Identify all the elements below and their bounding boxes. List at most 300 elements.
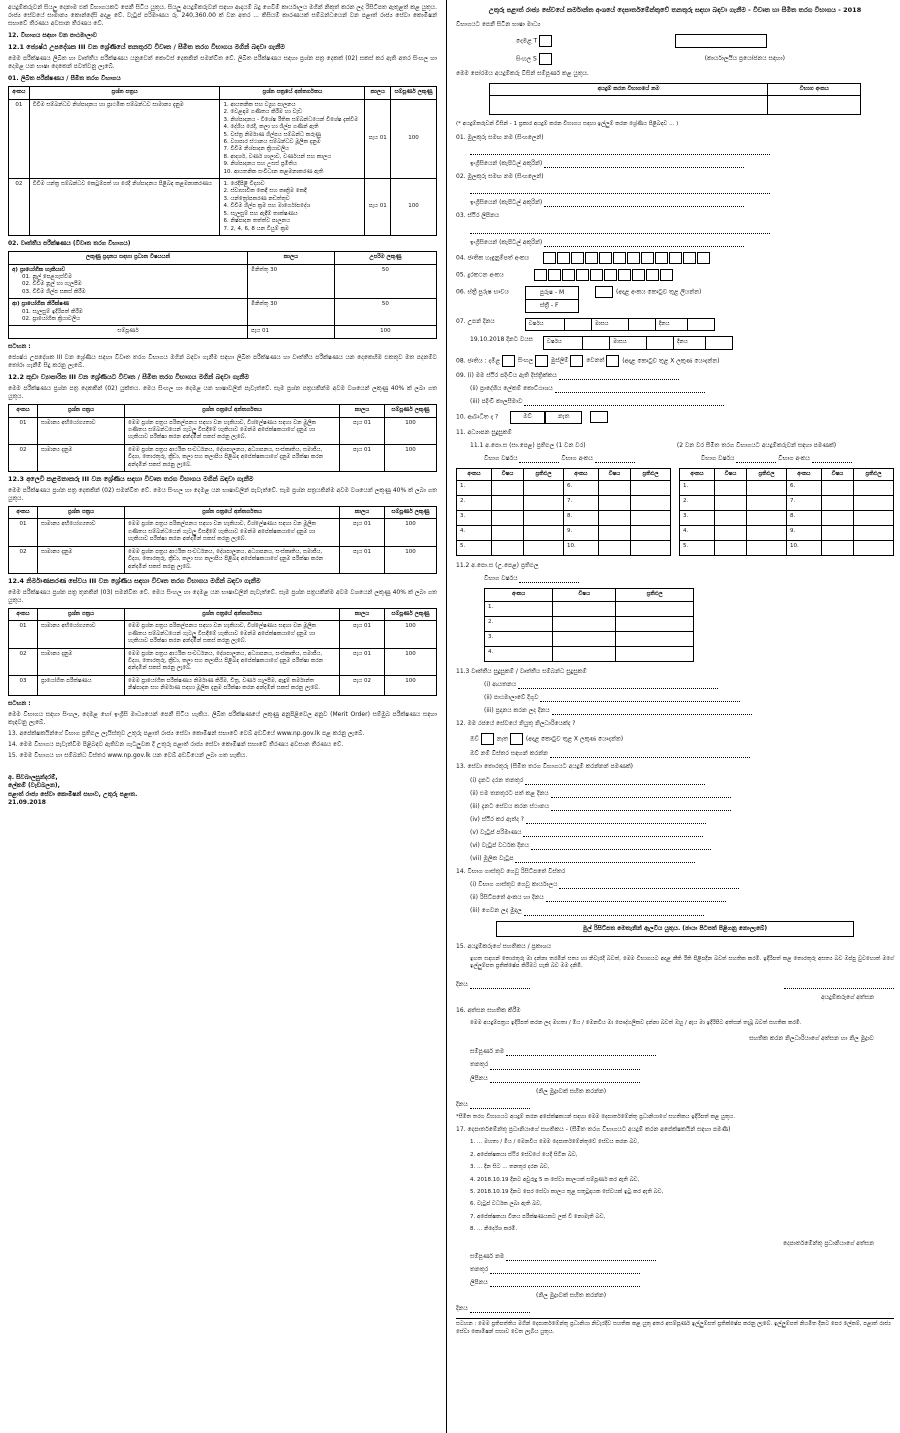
ethnicity-box[interactable]	[570, 355, 583, 367]
table-header: ප්‍රශ්න පත්‍රය	[38, 507, 125, 519]
al-grade[interactable]	[616, 601, 694, 616]
ethnicity-box[interactable]	[606, 355, 619, 367]
result-row	[680, 526, 894, 541]
result-grade[interactable]	[524, 511, 564, 526]
result-subject[interactable]	[821, 526, 853, 541]
result-grade[interactable]	[524, 481, 564, 496]
result-row	[680, 496, 894, 511]
ol-results-tables	[456, 468, 894, 556]
result-row	[680, 481, 894, 496]
item-line[interactable]	[525, 784, 705, 785]
result-number: 8.	[563, 511, 598, 526]
result-header: අංකය	[786, 468, 821, 480]
result-header: විෂය	[714, 468, 746, 480]
al-results-label: 11.2 අ.පො.ස (උ.පෙළ) ප්‍රතිඵල	[456, 562, 539, 570]
result-grade[interactable]	[524, 496, 564, 511]
nic-digit-box[interactable]	[641, 252, 654, 264]
field-12-govt: 12. මම රජයේ සේවයේ නියුතු නිලධාරියෙක්ද ?	[456, 720, 576, 728]
exam-table-12-2	[8, 404, 437, 472]
result-grade[interactable]	[631, 481, 671, 496]
field-12-options: ඔව් නැත (අදාළ කොටුව තුළ X ලකුණ යොදන්න)	[456, 733, 894, 745]
phone-digit-box[interactable]	[562, 269, 575, 281]
table-header: සම්පූර්ණ ලකුණු	[391, 87, 437, 99]
tamil-box[interactable]	[539, 35, 552, 47]
table-row	[9, 444, 437, 471]
practical-marks: 50	[334, 264, 436, 299]
nic-digit-box[interactable]	[613, 252, 626, 264]
al-header: ප්‍රතිඵල	[616, 589, 694, 601]
note-top: (* අයදුම්කරුවන් විසින් - 1 ප්‍රකාර අයදුම් කරන විභාගය සඳහා ඉල්ලුම් කරන ශ්‍රේණිය පිළිබඳව ... )	[456, 121, 679, 128]
result-subject[interactable]	[491, 526, 523, 541]
practical-subitem: 01. නූල් පෙළගැස්වීම	[22, 273, 72, 280]
result-subject[interactable]	[714, 541, 746, 556]
applicant-signature-line[interactable]	[784, 981, 894, 989]
content-item: 2. ස්වාභාවික කෙඳි සහ කෘත්‍රිම කෙඳි	[223, 188, 307, 195]
result-grade[interactable]	[747, 496, 787, 511]
result-header: අංකය	[563, 468, 598, 480]
item-line[interactable]	[559, 888, 739, 889]
table-header: කාලය	[340, 507, 385, 519]
paper-name: සාමාන්‍ය අභියෝග්‍යතාව	[38, 519, 125, 546]
paper-time: පැය 01	[340, 444, 385, 471]
result-subject[interactable]	[598, 481, 630, 496]
written-exam-table	[8, 86, 437, 236]
service-item	[470, 829, 894, 837]
signatory-org: පළාත් රාජ්‍ය සේවා කොමිෂන් සභාව, උතුරු පළාත.	[8, 790, 138, 798]
phone-digit-box[interactable]	[632, 269, 645, 281]
result-grade[interactable]	[747, 541, 787, 556]
receipt-paste-box: මුල් රිසිට්පත මෙතැනින් ඇලවිය යුතුය. (ඡායා පිටපත් පිළිගනු නොලැබේ)	[496, 921, 854, 937]
paper-time: පැය 01	[365, 179, 391, 236]
al-header: අංකය	[485, 589, 553, 601]
table-header: අංකය	[9, 507, 38, 519]
result-row	[457, 526, 671, 541]
field-02-english: ඉංග්‍රීසියෙන් (කැපිටල් අකුරින්)	[456, 199, 894, 207]
practical-label: ආ) ප්‍රායෝගික නිරීක්ෂණ	[12, 301, 70, 308]
content-item: 7. විවිම නිශ්පාදන ක්‍රියාවලිය	[223, 146, 289, 153]
dob-table: වර්ෂය මාසය දිනය	[525, 318, 715, 331]
phone-digit-box[interactable]	[534, 269, 547, 281]
nic-digit-box[interactable]	[571, 252, 584, 264]
item-line[interactable]	[546, 901, 726, 902]
item-line[interactable]	[515, 862, 695, 863]
paper-name: සාමාන්‍ය අභියෝග්‍යතාව	[38, 417, 125, 444]
section-12-3-title: 12.3 අලෙවි කළමනාකරු III වන ශ්‍රේණිය සඳහා විවෘත තරග විභාගය මගින් බඳවා ගැනීම	[8, 475, 254, 484]
field-04-nic: 04. ජාතික හැඳුනුම්පත් අංකය	[456, 252, 894, 264]
nic-digit-box[interactable]	[697, 252, 710, 264]
field-01-line[interactable]	[456, 147, 894, 155]
al-number: 3.	[485, 631, 553, 646]
paper-marks: 100	[385, 546, 437, 573]
post-header: අයදුම් කරන විභාගයේ නම	[489, 83, 767, 95]
result-row	[457, 481, 671, 496]
nic-digit-box[interactable]	[585, 252, 598, 264]
al-grade[interactable]	[616, 631, 694, 646]
ethnicity-option: මුස්ලිම්	[548, 357, 571, 365]
result-number: 6.	[786, 481, 821, 496]
field-17-head-cert: 17. දෙපාර්තමේන්තු ප්‍රධානියාගේ සහතිකය - (සීමිත තරග විභාගයට අයදුම් කරන අපේක්ෂකයින් සඳහා පමණි)	[456, 1126, 731, 1134]
result-grade[interactable]	[854, 496, 894, 511]
result-grade[interactable]	[747, 526, 787, 541]
field-12-details: ඔව් නම් විස්තර සඳහන් කරන්න	[456, 750, 894, 758]
paper-time: පැය 01	[340, 546, 385, 573]
content-item: 3. නිශ්පාදනය - විශේෂ රීතික සම්බන්ධයෙන් විශේෂ දැක්වීම	[223, 116, 359, 123]
form-instruction: මෙම පෝරමය අයදුම්කරු විසින් සම්පූර්ණ කළ යුතුය.	[456, 69, 589, 77]
result-subject[interactable]	[491, 511, 523, 526]
paper-content: මෙම ප්‍රශ්න පත්‍රය ආර්ථික සංවර්ධනය, දේශපාලනය, අධ්‍යාපනය, සංස්කෘතිය, සමාජීය, විද්‍යා, තොරතුරු, ක්‍රීඩා, කලා සහ කලාපිය පිළිබඳ අපේක්ෂකයාගේ දැනුම පරීක්ෂා කරන අන්දමින් සකස් කරනු ලැබේ.	[125, 444, 340, 471]
head-cert-item: 5. 2018.10.19 දිනට පෙර සේවා කාලය තුළ සතුටුදායක සේවයක් ඉටු කර ඇති බව,	[470, 1189, 664, 1196]
result-subject[interactable]	[598, 541, 630, 556]
head-cert-item: 3. ... දින සිට ... තනතුර දරන බව,	[470, 1164, 550, 1171]
head-cert-item: 1. ... මහතා / මිය / මෙනවිය මෙම දෙපාර්තමේන්තුවේ සේවය කරන බව,	[470, 1139, 639, 1146]
practical-item	[9, 299, 248, 326]
result-row	[457, 511, 671, 526]
nic-digit-box[interactable]	[669, 252, 682, 264]
result-row	[457, 541, 671, 556]
table-header: ප්‍රශ්න පත්‍රයේ අන්තර්ගතය	[125, 608, 340, 620]
result-subject[interactable]	[714, 526, 746, 541]
al-grade[interactable]	[616, 616, 694, 631]
result-number: 9.	[563, 526, 598, 541]
section-12-4-text: මෙම පරීක්ෂණය ප්‍රශ්න පත්‍ර තුනකින් (03) සමන්විත වේ. මෙය සිංහල හා දෙමළ යන භාෂාවලින් පැවැත්වේ. සෑම ප්‍රශ්න පත්‍රයකින්ම අවම වශයෙන් ලකුණු 40% ක් ලබා ගත යුතුය.	[8, 588, 437, 604]
paper-time: පැය 01	[365, 99, 391, 178]
row-number: 02	[9, 648, 38, 675]
nic-digit-box[interactable]	[655, 252, 668, 264]
result-header: විෂය	[491, 468, 523, 480]
item-line[interactable]	[524, 915, 704, 916]
item-line[interactable]	[523, 836, 703, 837]
table-header: ලකුණු ප්‍රදානය සඳහා ප්‍රධාන විෂයයන්	[9, 252, 248, 264]
field-03-english: ඉංග්‍රීසියෙන් (කැපිටල් අකුරින්)	[456, 239, 894, 247]
result-header: ප්‍රතිඵල	[524, 468, 564, 480]
paper-name: සාමාන්‍ය දැනුම	[38, 648, 125, 675]
table-row	[9, 299, 437, 326]
al-year: විභාග වර්ෂය	[456, 575, 894, 583]
table-header: අංකය	[9, 405, 38, 417]
field-01: 01. මුලකුරු සමඟ නම (සිංහලෙන්)	[456, 133, 544, 141]
medium-tamil	[456, 34, 894, 48]
paper-content: මෙම ප්‍රශ්න පත්‍රය ආර්ථික සංවර්ධනය, දේශපාලනය, අධ්‍යාපනය, සංස්කෘතිය, සමාජීය, විද්‍යා, තොරතුරු, ක්‍රීඩා, කලා සහ කලාපිය පිළිබඳ අපේක්ෂකයාගේ දැනුම පරීක්ෂා කරන අන්දමින් සකස් කරනු ලැබේ.	[125, 546, 340, 573]
signatory-title: ලේකම් (වැඩබලන),	[8, 782, 60, 790]
item-15: 15. මෙම විභාගය හා සම්බන්ධ විස්තර www.np.gov.lk යන වෙබ් අඩවියෙන් ලබා ගත හැකිය.	[8, 752, 248, 760]
paper-marks: 100	[385, 444, 437, 471]
result-subject[interactable]	[821, 511, 853, 526]
head-cert-item: 7. අපේක්ෂකයා විනය පරීක්ෂණයකට ලක් වී නොමැති බව,	[470, 1213, 606, 1220]
row-number: 01	[9, 99, 30, 178]
phone-digit-box[interactable]	[604, 269, 617, 281]
fee-item	[470, 907, 894, 915]
section-12-3-text: මෙම පරීක්ෂණය ප්‍රශ්න පත්‍ර දෙකකින් (02) සමන්විත වේ. මෙය සිංහල හා දෙමළ යන භාෂාවලින් පැවැත්වේ. සෑම ප්‍රශ්න පත්‍රයකින්ම අවම වශයෙන් ලකුණු 40% ක් ලබා ගත යුතුය.	[8, 486, 437, 502]
practical-exam-title: 02. වෘත්තීය පරීක්ෂණය (විවෘත තරග විභාගය)	[8, 240, 131, 248]
signatory-name: අ. සිවබාලසුන්දරම්,	[8, 774, 58, 782]
field-09-i: 09. (i) මම ස්ථිර පදිංචිය ඇති දිස්ත්‍රික්කය	[456, 372, 894, 380]
result-subject[interactable]	[598, 496, 630, 511]
result-number: 1.	[680, 481, 715, 496]
note-1: ජ්‍යෙෂ්ඨ උපදේශක III වන ශ්‍රේණිය සඳහා විවෘත තරග විභාගය මගින් බඳවා ගැනීම සඳහා ලිඛිත පරීක්ෂණය හා වෘත්තීය පරීක්ෂණය යන දෙකෙහිම එකතුව මත පදනම්ව තෝරා ගැනීම් සිදු කරනු ලැබේ.	[8, 354, 437, 370]
practical-time: මිනිත්තු 30	[247, 264, 334, 299]
result-grade[interactable]	[854, 511, 894, 526]
result-grade[interactable]	[631, 541, 671, 556]
qualification-item	[484, 694, 894, 702]
section-12-title: 12. විභාගය සඳහා වන පාඨමාලාව	[8, 32, 98, 40]
paper-content: මෙම ප්‍රායෝගික පරීක්ෂණය නිර්මාණ කිරීම, චිත්‍ර, වර්ණ ගැලපීම, ඇඳුම් කර්මාන්ත නිෂ්පාදන සහ නිර්මාණ සඳහා මූලික දැනුම පරීක්ෂා කරන අන්දමින් සකස් කරනු ලැබේ.	[125, 675, 340, 695]
phone-digit-box[interactable]	[646, 269, 659, 281]
result-grade[interactable]	[631, 511, 671, 526]
result-grade[interactable]	[631, 496, 671, 511]
item-line[interactable]	[552, 714, 752, 715]
nic-digit-box[interactable]	[543, 252, 556, 264]
item-line[interactable]	[531, 849, 711, 850]
total-row	[9, 326, 437, 338]
bottom-note: සටහන : මෙම ප්‍රතිපත්තිය මගින් දෙපාර්තමේන්තු ප්‍රධානියා නිවැරදිව සහතික කළ යුතු අතර අසම්පූර්ණ ඉල්ලුම්පත් ප්‍රතික්ෂේප කරනු ලැබේ. ඉල්ලුම්පත් නියමිත දිනට පෙර ලේකම්, පළාත් රාජ්‍ය සේවා කොමිෂන් සභාව වෙත ලැබිය යුතුය.	[456, 1318, 894, 1336]
item-line[interactable]	[526, 823, 706, 824]
practical-subitem: 03. විවිම ශිල්ප සකස් කිරීම	[22, 288, 86, 295]
ol-results-labels: 11.1 අ.පො.ස (සා.පෙළ) ප්‍රතිඵල (1 වන වර) (2 වන වර සීමිත තරග විභාගයට අයදුම්කරුවන් සඳහා පමණක්)	[470, 441, 837, 449]
al-subject[interactable]	[553, 601, 616, 616]
result-header: ප්‍රතිඵල	[854, 468, 894, 480]
content-item: 1. ආයතනික සහ ව්‍යුහ පාලනය	[223, 101, 296, 108]
item-label: (iii) ගෙවන ලද මුදල	[470, 907, 524, 915]
sinhala-box[interactable]	[539, 53, 552, 65]
al-subject[interactable]	[553, 616, 616, 631]
al-header: විෂය	[553, 589, 616, 601]
field-03-line[interactable]	[456, 225, 894, 233]
result-subject[interactable]	[714, 481, 746, 496]
note-label-2: සටහන :	[8, 699, 31, 707]
practical-marks: 50	[334, 299, 436, 326]
paper-time: පැය 02	[340, 675, 385, 695]
result-header: විෂය	[598, 468, 630, 480]
al-row	[485, 631, 694, 646]
content-item: 10. ආයතනික සංවිධාන කළමනාකරණ ඇති	[223, 168, 324, 175]
post-name-cell[interactable]	[489, 96, 767, 115]
table-header: ප්‍රශ්න පත්‍රයේ අන්තර්ගතය	[125, 507, 340, 519]
table-header: ප්‍රශ්න පත්‍රය	[29, 87, 220, 99]
item-14: 14. මෙම විභාගය පැවැත්වීම පිළිබඳව ඇතිවන ගැටලුවක දී උතුරු පළාත් රාජ්‍ය සේවා කොමිෂන් සභාවේ තීරණය අවසාන තීරණය වේ.	[8, 741, 344, 749]
signature-block	[8, 774, 437, 806]
column-divider	[446, 0, 447, 1433]
result-subject[interactable]	[821, 481, 853, 496]
field-09-iii: (iii) පදිංචි කාලසීමාව	[456, 398, 894, 406]
result-number: 10.	[786, 541, 821, 556]
paper-name: සාමාන්‍ය අභියෝග්‍යතාව	[38, 621, 125, 648]
item-13: 13. අපේක්ෂකයින්ගේ විභාග ප්‍රතිඵල ලැයිස්තුව උතුරු පළාත් රාජ්‍ය සේවා කොමිෂන් සභාවේ වෙබ් අඩවියේ www.np.gov.lk පළ කරනු ලැබේ.	[8, 730, 365, 738]
index-no-cell[interactable]	[768, 96, 861, 115]
result-subject[interactable]	[598, 526, 630, 541]
result-grade[interactable]	[631, 526, 671, 541]
nic-digit-box[interactable]	[683, 252, 696, 264]
item-line[interactable]	[518, 688, 718, 689]
table-header: උපරිම ලකුණු	[334, 252, 436, 264]
row-number: 03	[9, 675, 38, 695]
age-table: වර්ෂය මාසය දිනය	[543, 336, 733, 349]
result-number: 7.	[786, 496, 821, 511]
table-row	[9, 519, 437, 546]
paper-marks: 100	[391, 99, 437, 178]
result-row	[680, 511, 894, 526]
phone-digit-box[interactable]	[576, 269, 589, 281]
result-grade[interactable]	[854, 541, 894, 556]
content-item: 3. යන්ත්‍රෝපකරණ නඩත්තුව	[223, 195, 290, 202]
item-label: (ii) පාඨමාලාවේ දිගුව	[484, 694, 541, 702]
table-header: අංකය	[9, 608, 38, 620]
paper-name: සාමාන්‍ය දැනුම	[38, 546, 125, 573]
section-12-2-text: මෙම පරීක්ෂණය ප්‍රශ්න පත්‍ර දෙකකින් (02) යුක්තය. මෙය සිංහල හා දෙමළ යන භාෂාවලින් පැවැත්වේ. සෑම ප්‍රශ්න පත්‍රයකින්ම අවම වශයෙන් ලකුණු 40% ක් ලබා ගත යුතුය.	[8, 384, 437, 401]
field-01-english: ඉංග්‍රීසියෙන් (කැපිටල් අකුරින්)	[456, 160, 894, 168]
paper-marks: 100	[385, 519, 437, 546]
al-subject[interactable]	[553, 631, 616, 646]
gender-box[interactable]	[595, 286, 613, 298]
result-grade[interactable]	[854, 481, 894, 496]
result-header: ප්‍රතිඵල	[747, 468, 787, 480]
table-header: අංකය	[9, 87, 30, 99]
ethnicity-box[interactable]	[535, 355, 548, 367]
practical-subitem: 02. ප්‍රායෝගික ක්‍රියාවලිය	[22, 316, 81, 323]
al-grade[interactable]	[616, 646, 694, 661]
field-02: 02. මුලකුරු සමඟ නම (සිංහලෙන්)	[456, 173, 544, 181]
table-header: ප්‍රශ්න පත්‍රය	[38, 405, 125, 417]
content-item: 4. දේශීය රෙදි, කලා හා ශිල්ප ගණින් ඇති	[223, 124, 319, 131]
phone-digit-box[interactable]	[590, 269, 603, 281]
row-number: 01	[9, 417, 38, 444]
exam-name-table	[489, 83, 861, 115]
fee-item	[470, 881, 894, 889]
head-cert-item: 4. 2018.10.19 දිනට අවුරුදු 5 ක සේවා කාලයක් සම්පූර්ණ කර ඇති බව,	[470, 1176, 640, 1183]
phone-digit-box[interactable]	[660, 269, 673, 281]
gender-note: (අදාළ අංකය කොටුව තුළ ලියන්න)	[615, 288, 702, 296]
al-number: 1.	[485, 601, 553, 616]
al-subject[interactable]	[553, 646, 616, 661]
paper-content: මෙම ප්‍රශ්න පත්‍රය ආර්ථික සංවර්ධනය, දේශපාලනය, අධ්‍යාපනය, සංස්කෘතිය, සමාජීය, විද්‍යා, තොරතුරු, ක්‍රීඩා, කලා සහ කලාපිය පිළිබඳ අපේක්ෂකයාගේ දැනුම පරීක්ෂා කරන අන්දමින් සකස් කරනු ලැබේ.	[125, 648, 340, 675]
result-grade[interactable]	[524, 541, 564, 556]
result-number: 5.	[680, 541, 715, 556]
result-subject[interactable]	[821, 541, 853, 556]
table-row	[9, 621, 437, 648]
exam-table-12-3	[8, 506, 437, 574]
item-line[interactable]	[551, 810, 731, 811]
medium-label: විභාගයට පෙනී සිටින භාෂා මාධ්‍ය	[456, 20, 541, 28]
result-header: අංකය	[680, 468, 715, 480]
paper-content	[220, 179, 365, 236]
note-label: සටහන :	[8, 342, 31, 350]
table-row	[9, 264, 437, 299]
item-label: (iii) ප්‍රදානය කරන ලද දිනය	[484, 707, 552, 715]
attestation-text: මෙම අයදුම්පත්‍රය ඉදිරිපත් කරන ලද මහතා / මිය / මෙනවිය මා පෞද්ගලිකව දන්නා බවත් ඔහු / ඇය මා ඉදිරිපිට අත්සන් තැබූ බවත් සහතික කරමි.	[470, 1019, 802, 1026]
result-number: 3.	[680, 511, 715, 526]
result-subject[interactable]	[491, 481, 523, 496]
gender-options	[525, 286, 579, 313]
section-12-1-text: මෙම පරීක්ෂණය ලිඛිත හා වෘත්තීය පරීක්ෂණය යනුවෙන් කොටස් දෙකකින් සමන්විත වේ. ලිඛිත පරීක්ෂණය සඳහා ප්‍රශ්න පත්‍ර දෙකක් (02) සකස් කර ඇති අතර සිංහල හා දෙමළ යන භාෂා දෙකෙන් පවත්වනු ලැබේ.	[8, 55, 437, 71]
al-row	[485, 601, 694, 616]
result-header: අංකය	[457, 468, 492, 480]
result-number: 10.	[563, 541, 598, 556]
paper-marks: 100	[391, 179, 437, 236]
signature-date: 21.09.2018	[8, 798, 46, 806]
item-line[interactable]	[551, 797, 731, 798]
item-label: (i) ආයතනය	[484, 680, 519, 688]
application-form	[452, 0, 900, 1433]
practical-subitem: 01. සැලසුම් ඉදිරිපත් කිරීම	[22, 308, 83, 315]
form-title: උතුරු පළාත් රාජ්‍ය සේවයේ කර්මාන්ත අංශයේ දෙපාර්තමේන්තුවේ තනතුරු සඳහා බඳවා ගැනීම - විවෘත හා සීමිත තරග විභාගය - 2018	[488, 6, 862, 14]
item-label: (i) දැනට දරන තනතුර	[470, 776, 526, 784]
practical-time: මිනිත්තු 30	[247, 299, 334, 326]
result-subject[interactable]	[821, 496, 853, 511]
index-header: විභාග අංකය	[768, 83, 861, 95]
written-exam-title: 01. ලිඛිත පරීක්ෂණය / සීමිත තරග විභාගය	[8, 75, 121, 83]
intro-paragraph: අයදුම්කරුවන් සියලු දෙනාම එක් විභාගයකට පෙනී සිටිය යුතුය. සියලු අයදුම්කරුවන් සඳහා ආදායම් බදු ගෙවීම් කාර්යාලය මගින් නිකුත් කරන ලද රිසිට්පත ඇතුළත් කළ යුතුය. රාජ්‍ය සේවයේ සාමාන්‍ය කොන්දේසි අදාළ වේ. වැටුප් පරිමාණය රු. 240,360.00 ක් වන අතර ... කිසියම් කාරණයක් සම්බන්ධයෙන් වන පළාත් රාජ්‍ය සේවා කොමිෂන් සභාවේ තීරණය අවසාන තීරණය වේ.	[8, 4, 437, 28]
phone-digit-box[interactable]	[548, 269, 561, 281]
item-line[interactable]	[540, 701, 740, 702]
paper-time: පැය 01	[340, 417, 385, 444]
result-subject[interactable]	[714, 496, 746, 511]
field-07-dob: 07. උපන් දිනය වර්ෂය මාසය දිනය	[456, 318, 894, 331]
office-use-box	[675, 34, 767, 48]
medium-sinhala	[456, 53, 894, 65]
result-subject[interactable]	[491, 541, 523, 556]
result-subject[interactable]	[598, 511, 630, 526]
table-header: කාලය	[340, 405, 385, 417]
office-use-label: (කාර්යාලයීය ප්‍රයෝජනය සඳහා)	[704, 55, 785, 63]
result-grade[interactable]	[747, 511, 787, 526]
result-subject[interactable]	[491, 496, 523, 511]
sinhala-label: සිංහල S	[516, 55, 537, 63]
head-seal: (නිල මුද්‍රාවක් සහිත කරන්න)	[536, 1292, 607, 1300]
field-14-fee: 14. විභාග ගාස්තුව ගෙවූ රිසිට්පතේ විස්තර	[456, 868, 566, 876]
content-item: 6. ව්‍යාපාර ස්ථානය සම්බන්ධව මූලික දැනුම	[223, 138, 321, 145]
al-number: 2.	[485, 616, 553, 631]
head-address: ලිපිනය	[456, 1279, 894, 1287]
content-item: 9. නිශ්පාදනය සහ උසස් ප්‍රමිතිය	[223, 161, 297, 168]
result-subject[interactable]	[714, 511, 746, 526]
practical-subitem: 02. විවිම නූල් හා ගැලපීම	[22, 281, 82, 288]
applicant-signature-label: අයදුම්කරුගේ අත්සන	[821, 993, 874, 1001]
table-row	[9, 99, 437, 178]
table-row	[9, 546, 437, 573]
exam-table-12-4	[8, 608, 437, 696]
service-item	[470, 777, 894, 785]
row-number: 01	[9, 519, 38, 546]
total-label: සම්පූර්ණ	[9, 326, 248, 338]
section-12-4-title: 12.4 නිර්මාණකරණ සේවය III වන ශ්‍රේණිය සඳහා විවෘත තරග විභාගය මගින් බඳවා ගැනීම	[8, 577, 261, 585]
paper-content	[220, 99, 365, 178]
table-header: ප්‍රශ්න පත්‍රයේ අන්තර්ගතය	[220, 87, 365, 99]
fee-item	[470, 894, 894, 902]
result-grade[interactable]	[747, 481, 787, 496]
item-label: (v) වැටුප් පරිමාණය	[470, 828, 524, 836]
result-grade[interactable]	[524, 526, 564, 541]
content-item: 1. රෙදිපිළි විද්‍යාව	[223, 181, 265, 188]
table-row	[9, 179, 437, 236]
result-grade[interactable]	[854, 526, 894, 541]
result-number: 3.	[457, 511, 492, 526]
field-02-line[interactable]	[456, 186, 894, 194]
field-06-gender: 06. ස්ත්‍රී පුරුෂ භාවය පුරුෂ - M ස්ත්‍රී - F (අදාළ අංකය කොටුව තුළ ලියන්න)	[456, 286, 894, 313]
total-marks: 100	[334, 326, 436, 338]
table-row	[9, 675, 437, 695]
table-header: සම්පූර්ණ ලකුණු	[385, 507, 437, 519]
phone-digit-box[interactable]	[618, 269, 631, 281]
nic-digit-box[interactable]	[557, 252, 570, 264]
row-number: 02	[9, 444, 38, 471]
nic-digit-box[interactable]	[627, 252, 640, 264]
certifier-seal: (නිල මුද්‍රාවක් සහිත කරන්න)	[536, 1087, 607, 1095]
item-label: (ii) එම තනතුරට පත් කළ දිනය	[470, 789, 551, 797]
gender-female: ස්ත්‍රී - F	[539, 301, 559, 309]
nic-digit-box[interactable]	[599, 252, 612, 264]
field-05-phone: 05. දුරකථන අංකය	[456, 269, 894, 281]
content-item: 5. සැලසුම් සහ ඇඳීම් තාක්ෂණය	[223, 210, 298, 217]
paper-content: මෙම ප්‍රශ්න පත්‍රය පරිකල්පනය සඳහා වන හැකියාව, විශ්ලේෂණය සඳහා වන මූලික ගණිතය සම්බන්ධයෙන් ගැටලු විසඳීමේ හැකියාව මෙන්ම අපේක්ෂකයාගේ දැනුම හා හැකියාව පරීක්ෂා කරන අන්දමින් සකස් කරනු ලැබේ.	[125, 417, 340, 444]
